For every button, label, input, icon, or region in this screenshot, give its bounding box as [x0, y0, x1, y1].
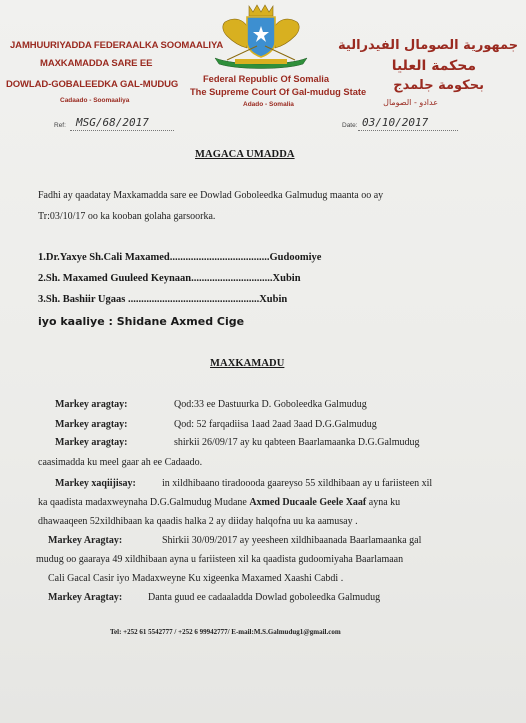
- ref-label: Ref:: [54, 122, 66, 129]
- header-left-line4: Cadaado - Soomaaliya: [60, 97, 130, 104]
- date-value: 03/10/2017: [362, 116, 429, 129]
- s3-line2: caasimadda ku meel gaar ah ee Cadaado.: [38, 457, 203, 468]
- s4-line2-c: ayna ku: [366, 497, 401, 508]
- header-mid-line3: Adado - Somalia: [243, 101, 294, 108]
- ref-value: MSG/68/2017: [76, 116, 149, 129]
- member-1: 1.Dr.Yaxye Sh.Cali Maxamed......................................Gudoomiye: [38, 252, 322, 263]
- s2-label: Markey aragtay:: [55, 419, 128, 430]
- s5-line2: mudug oo gaaraya 49 xildhibaan ayna u fariisteen xil ka qaadista gudoomiyaha Baarlamaan: [36, 554, 404, 565]
- date-line: [358, 130, 458, 131]
- s4-line2-name: Axmed Ducaale Geele Xaaf: [249, 497, 367, 508]
- intro-line-1: Fadhi ay qaadatay Maxkamadda sare ee Dowlad Goboleedka Galmudug maanta oo ay: [38, 190, 384, 201]
- member-3: 3.Sh. Bashiir Ugaas ..................................................Xubin: [38, 294, 288, 305]
- header-ar-line3: بحكومة جلمدج: [393, 78, 484, 93]
- header-mid-line2: The Supreme Court Of Gal-mudug State: [190, 87, 367, 97]
- header-left-line3: DOWLAD-GOBALEEDKA GAL-MUDUG: [6, 79, 179, 90]
- s1-label: Markey aragtay:: [55, 399, 128, 410]
- member-2: 2.Sh. Maxamed Guuleed Keynaan...............................Xubin: [38, 273, 301, 284]
- date-label: Date:: [342, 122, 358, 129]
- s4-line3: dhawaaqeen 52xildhibaan ka qaadis halka 2 ay diiday halqofna uu ka aamusay .: [38, 516, 358, 527]
- s5-text: Shirkii 30/09/2017 ay yeesheen xildhibaanada Baarlamaanka gal: [162, 535, 422, 546]
- s1-text: Qod:33 ee Dastuurka D. Goboleedka Galmudug: [174, 399, 367, 410]
- s3-text: shirkii 26/09/17 ay ku qabteen Baarlamaanka D.G.Galmudug: [174, 437, 420, 448]
- clerk-line: iyo kaaliye : Shidane Axmed Cige: [38, 315, 245, 328]
- header-left-line1: JAMHUURIYADDA FEDERAALKA SOOMAALIYA: [10, 40, 224, 51]
- s5-line3: Cali Gacal Casir iyo Madaxweyne Ku xigeenka Maxamed Xaashi Cabdi .: [48, 573, 344, 584]
- s4-line2: [38, 497, 400, 508]
- s4-label: Markey xaqiijisay:: [55, 478, 136, 489]
- intro-line-2: Tr:03/10/17 oo ka kooban golaha garsoorka.: [38, 211, 216, 222]
- footer-contact: Tel: +252 61 5542777 / +252 6 99942777/ E-mail:M.S.Galmudug1@gmail.com: [110, 628, 341, 636]
- s3-label: Markey aragtay:: [55, 437, 128, 448]
- header-ar-line2: محكمة العليا: [391, 58, 476, 74]
- s6-label: Markey Aragtay:: [48, 592, 123, 603]
- header-mid-line1: Federal Republic Of Somalia: [202, 74, 330, 84]
- ref-line: [70, 130, 174, 131]
- section-title: MAXKAMADU: [210, 358, 285, 369]
- header-left-line2: MAXKAMADDA SARE EE: [40, 58, 153, 69]
- s2-text: Qod: 52 farqadiisa 1aad 2aad 3aad D.G.Galmudug: [174, 419, 377, 430]
- s4-line2-a: ka qaadista madaxweynaha D.G.Galmudug Mudane: [38, 497, 250, 508]
- document-title: MAGACA UMADDA: [195, 149, 295, 160]
- s6-text: Danta guud ee cadaaladda Dowlad goboleedka Galmudug: [148, 592, 381, 603]
- header-ar-line1: جمهورية الصومال الفيدرالية: [338, 38, 519, 53]
- somalia-emblem-icon: [205, 2, 317, 70]
- s4-text: in xildhibaano tiradoooda gaareyso 55 xildhibaan ay u fariisteen xil: [162, 478, 433, 489]
- header-ar-line4: عدادو - الصومال: [383, 98, 438, 107]
- s5-label: Markey Aragtay:: [48, 535, 123, 546]
